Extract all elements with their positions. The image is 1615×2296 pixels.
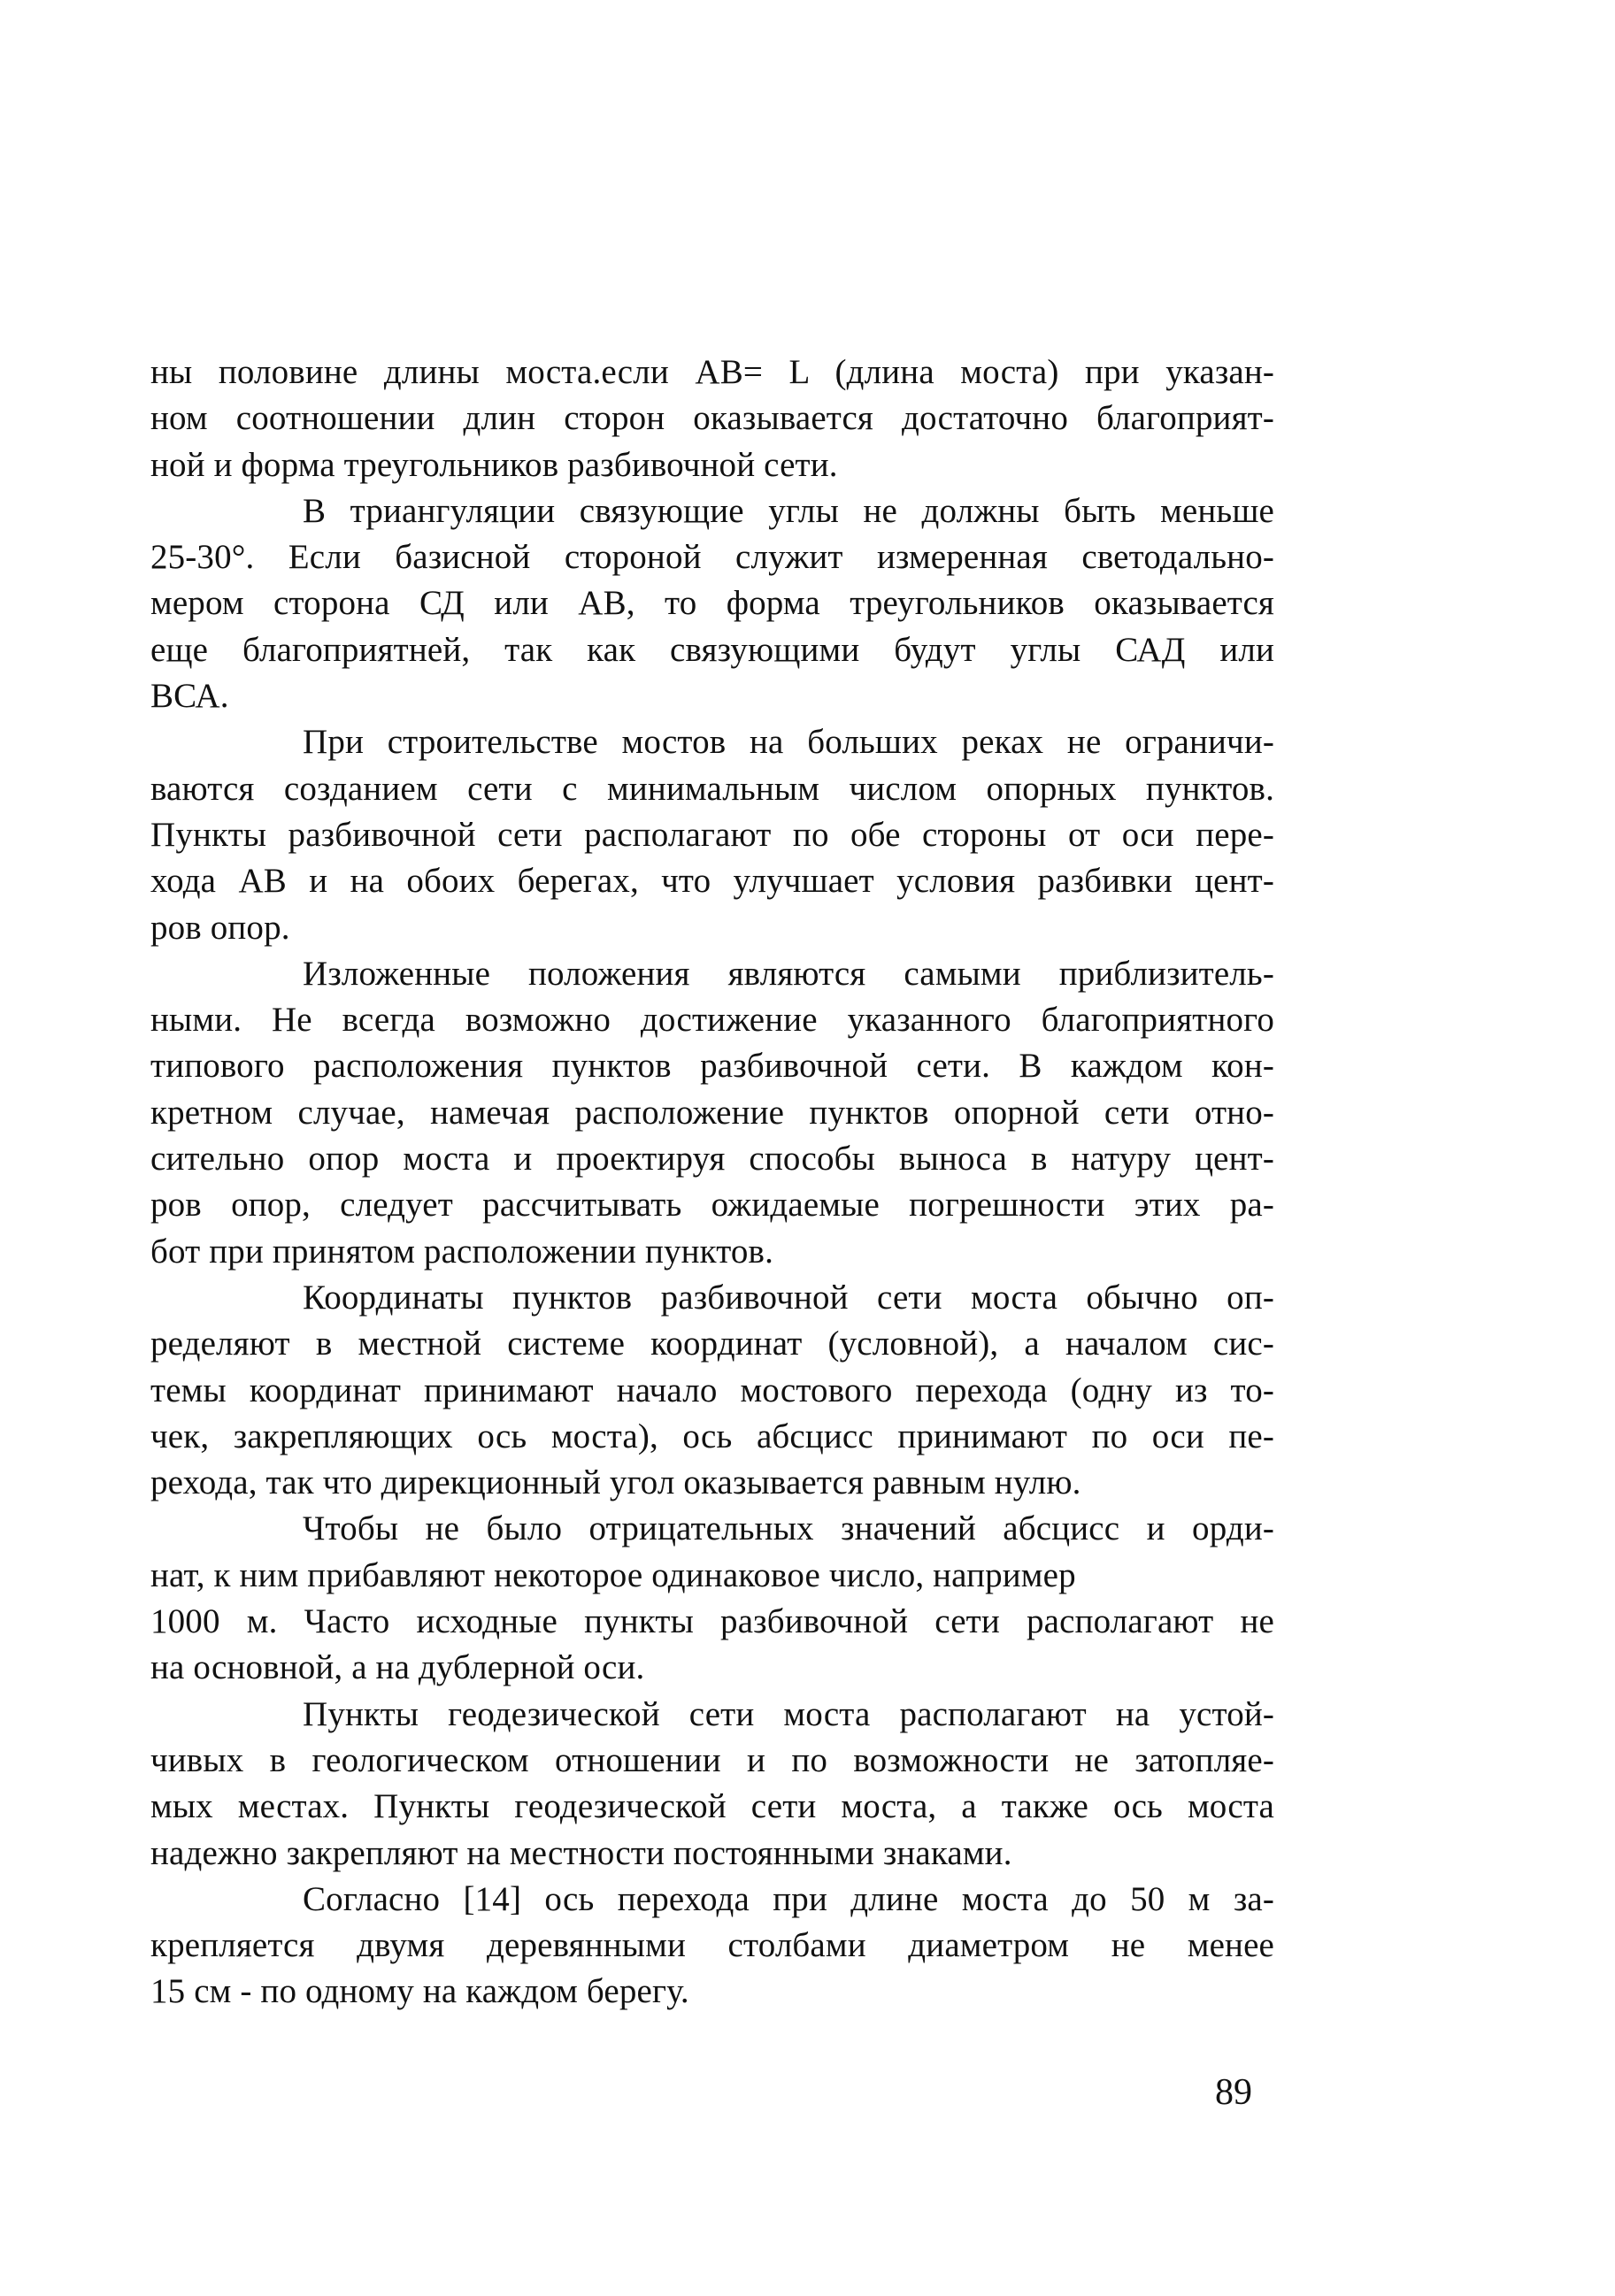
text-line: ной и форма треугольников разбивочной сети. (150, 445, 838, 484)
text-line: чек, закрепляющих ось моста), ось абсцисс принимают по оси пе- (150, 1417, 1274, 1455)
text-line: еще благоприятней, так как связующими будут углы САД или (150, 630, 1274, 669)
text-line: мых местах. Пункты геодезической сети моста, а также ось моста (150, 1787, 1274, 1826)
text-line: мером сторона СД или АВ, то форма треугольников оказывается (150, 584, 1274, 623)
text-line: Пункты геодезической сети моста располагают на устой- (303, 1694, 1274, 1733)
text-line: ВСА. (150, 677, 229, 716)
text-line: В триангуляции связующие углы не должны быть меньше (303, 491, 1274, 530)
text-line: ваются созданием сети с минимальным числом опорных пунктов. (150, 769, 1274, 808)
text-line: крепляется двумя деревянными столбами диаметром не менее (150, 1926, 1274, 1965)
text-line: кретном случае, намечая расположение пунктов опорной сети отно- (150, 1093, 1274, 1132)
text-line: типового расположения пунктов разбивочной сети. В каждом кон- (150, 1047, 1274, 1086)
text-line: сительно опор моста и проектируя способы выноса в натуру цент- (150, 1140, 1274, 1179)
text-line: надежно закрепляют на местности постоянными знаками. (150, 1833, 1012, 1872)
text-line: ными. Не всегда возможно достижение указанного благоприятного (150, 1001, 1274, 1040)
text-line: 1000 м. Часто исходные пункты разбивочной сети располагают не (150, 1602, 1274, 1641)
text-line: 15 см - по одному на каждом берегу. (150, 1972, 689, 2011)
text-line: темы координат принимают начало мостового перехода (одну из то- (150, 1371, 1274, 1409)
text-line: ном соотношении длин сторон оказывается достаточно благоприят- (150, 399, 1274, 438)
page-number: 89 (1215, 2072, 1252, 2113)
text-line: чивых в геологическом отношении и по возможности не затопляе- (150, 1740, 1274, 1779)
text-line: При строительстве мостов на больших реках не ограничи- (303, 723, 1274, 762)
text-line: Согласно [14] ось перехода при длине моста до 50 м за- (303, 1879, 1274, 1918)
text-line: Чтобы не было отрицательных значений абсцисс и орди- (303, 1509, 1274, 1548)
text-line: нат, к ним прибавляют некоторое одинаковое число, например (150, 1555, 1076, 1594)
text-line: хода АВ и на обоих берегах, что улучшает условия разбивки цент- (150, 862, 1274, 901)
text-line: Пункты разбивочной сети располагают по обе стороны от оси пере- (150, 815, 1274, 854)
text-line: ров опор. (150, 908, 290, 947)
text-line: ределяют в местной системе координат (условной), а началом сис- (150, 1325, 1274, 1363)
body-text (150, 349, 1274, 2016)
text-line: ров опор, следует рассчитывать ожидаемые погрешности этих ра- (150, 1186, 1274, 1225)
text-line: Координаты пунктов разбивочной сети моста обычно оп- (303, 1278, 1274, 1317)
text-line: на основной, а на дублерной оси. (150, 1648, 645, 1687)
text-line: 25-30°. Если базисной стороной служит измеренная светодально- (150, 538, 1274, 577)
text-line: бот при принятом расположении пунктов. (150, 1232, 774, 1271)
text-line: ны половине длины моста.если АВ= L (длина моста) при указан- (150, 353, 1274, 391)
text-line: рехода, так что дирекционный угол оказывается равным нулю. (150, 1463, 1081, 1502)
text-line: Изложенные положения являются самыми приблизитель- (303, 954, 1274, 993)
